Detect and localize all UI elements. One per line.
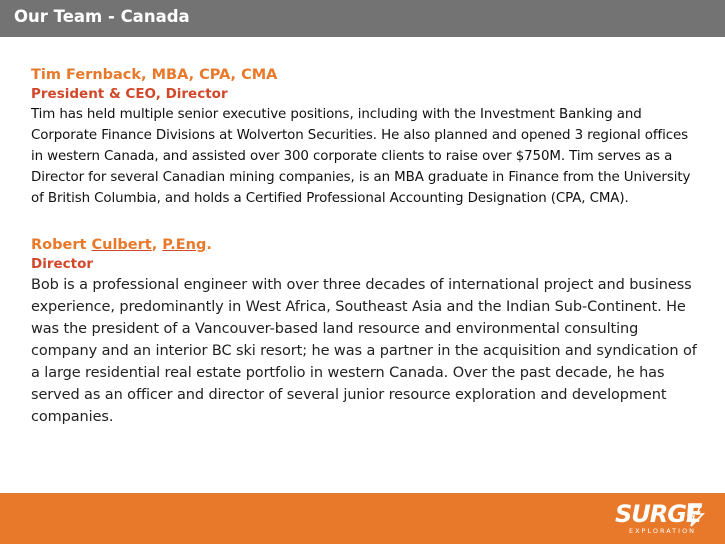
page-title: Our Team - Canada: [14, 7, 190, 26]
member-last-name: Culbert: [91, 237, 152, 253]
team-content: [31, 66, 701, 428]
member-name: [31, 236, 701, 255]
logo-subtitle: EXPLORATION: [629, 527, 697, 535]
member-designation: P.Eng: [162, 237, 207, 253]
member-role: President & CEO, Director: [31, 86, 228, 102]
team-member: [31, 236, 701, 428]
company-logo: [615, 500, 705, 538]
team-member: [31, 66, 701, 209]
member-first-name: Robert: [31, 237, 92, 253]
logo-wordmark: SURGE: [615, 500, 702, 528]
footer-bar: [0, 493, 725, 544]
member-bio: Tim has held multiple senior executive positions, including with the Investment Banking and Corporate Finance Divisions at Wolverton Securities. He also planned and opened 3 regional offices in western Canada, and assisted over 300 corporate clients to raise over $750M. Tim serves as a Director for several Canadian mining companies, is an MBA graduate in Finance from the University of British Columbia, and holds a Certified Professional Accounting Designation (CPA, CMA).: [31, 107, 691, 206]
member-name: Tim Fernback, MBA, CPA, CMA: [31, 67, 278, 83]
name-separator: ,: [151, 237, 163, 253]
member-role: Director: [31, 256, 94, 272]
surge-mark-icon: [683, 502, 705, 528]
name-period: .: [206, 237, 212, 253]
header-bar: [0, 0, 725, 37]
member-bio: Bob is a professional engineer with over three decades of international project and business experience, predominantly in West Africa, Southeast Asia and the Indian Sub-Continent. He was the president of a Vancouver-based land resource and environmental consulting company and an interior BC ski resort; he was a partner in the acquisition and syndication of a large residential real estate portfolio in western Canada. Over the past decade, he has served as an officer and director of several junior resource exploration and development companies.: [31, 277, 697, 425]
